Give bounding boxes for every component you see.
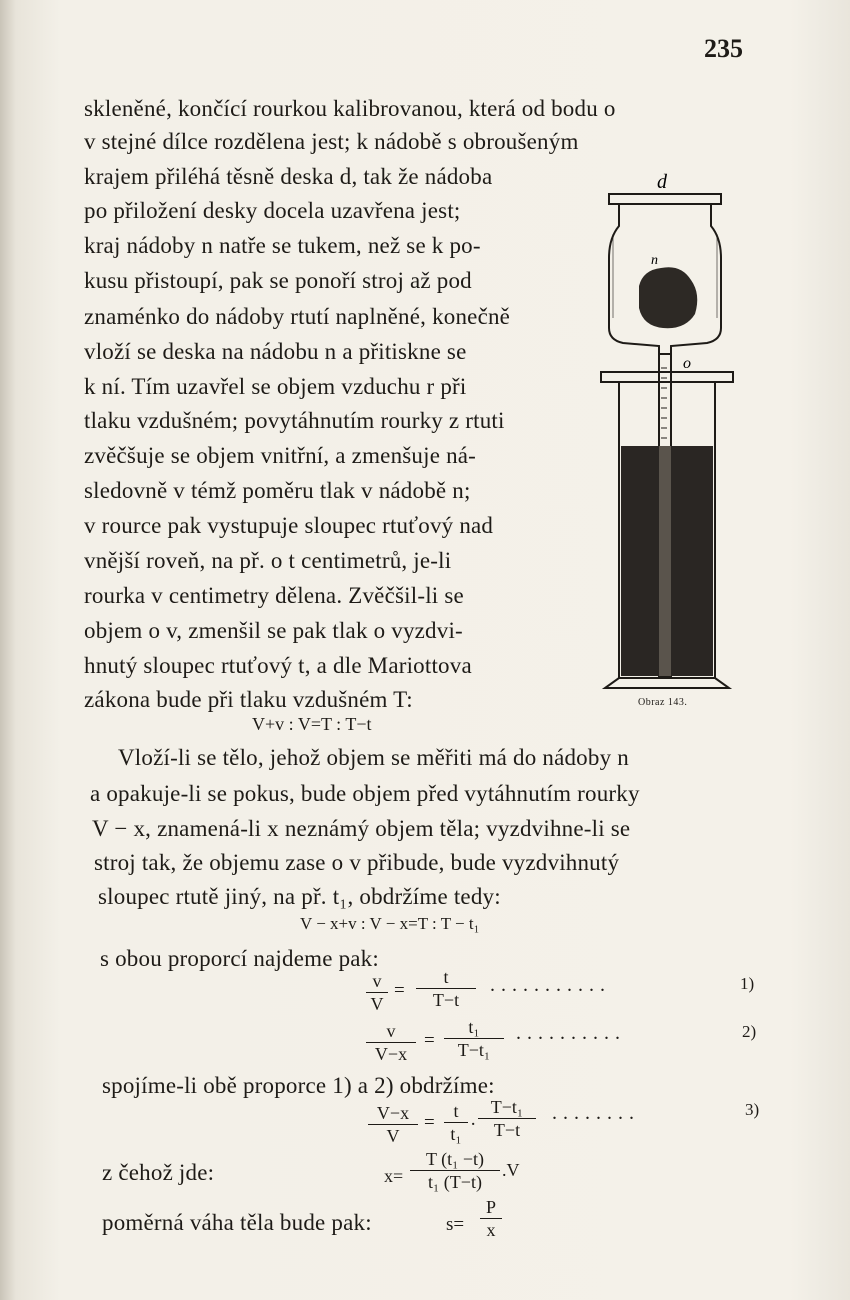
- text-line: a opakuje-li se pokus, bude objem před vytáhnutím rourky: [90, 781, 640, 806]
- text-line: rourka v centimetry dělena. Zvěčšil-li se: [84, 583, 464, 608]
- text-line: V − x, znamená-li x neznámý objem těla; vyzdvihne-li se: [92, 816, 631, 841]
- equals-sign: =: [394, 980, 405, 1001]
- denominator: T−t₁: [444, 1038, 504, 1061]
- fraction: [410, 1148, 500, 1193]
- denominator: T−t: [416, 988, 476, 1011]
- text-line: stroj tak, že objemu zase o v přibude, bude vyzdvihnutý: [94, 850, 620, 875]
- equation-main: V+v : V=T : T−t: [252, 714, 372, 734]
- text-line: v stejné dílce rozdělena jest; k nádobě s obroušeným: [84, 129, 579, 154]
- text-line: k ní. Tím uzavřel se objem vzduchu r při: [84, 374, 467, 399]
- text-line: s obou proporcí najdeme pak:: [100, 946, 379, 971]
- fraction: [444, 1100, 468, 1145]
- equation-lhs: s=: [446, 1214, 465, 1235]
- text-line: poměrná váha těla bude pak:: [102, 1210, 372, 1235]
- text-line: objem o v, zmenšil se pak tlak o vyzdvi-: [84, 618, 463, 643]
- text-line: skleněné, končící rourkou kalibrovanou, která od bodu o: [84, 96, 616, 121]
- figure-caption: Obraz 143.: [638, 697, 688, 708]
- text-line: sloupec rtutě jiný, na př. t₁, obdržíme tedy:: [98, 884, 501, 909]
- text-line: zvěčšuje se objem vnitřní, a zmenšuje ná-: [84, 443, 477, 468]
- fraction: [444, 1016, 504, 1061]
- equals-sign: =: [424, 1112, 435, 1133]
- equation-second: V − x+v : V − x=T : T − t₁: [300, 914, 480, 933]
- numerator: v: [386, 1021, 396, 1041]
- denominator: x: [480, 1218, 502, 1241]
- tube-graduations: [661, 368, 667, 438]
- equation-number: 1): [740, 974, 755, 993]
- cylinder-base: [605, 678, 729, 688]
- denominator: T−t: [478, 1118, 536, 1141]
- denominator: V: [368, 1124, 418, 1147]
- denominator: t₁ (T−t): [410, 1170, 500, 1193]
- numerator: v: [372, 971, 382, 991]
- fraction: [366, 1020, 416, 1065]
- text-line: kusu přistoupí, pak se ponoří stroj až pod: [84, 268, 472, 293]
- leader-dots: ..........: [516, 1022, 626, 1044]
- equals-sign: =: [424, 1030, 435, 1051]
- numerator: t₁: [468, 1017, 480, 1037]
- text-line: znaménko do nádoby rtutí naplněné, konečně: [84, 304, 511, 329]
- text-line: z čehož jde:: [102, 1160, 215, 1185]
- denominator: V: [366, 992, 388, 1015]
- numerator: T−t₁: [490, 1097, 524, 1117]
- apparatus-figure: [595, 168, 745, 698]
- text-line: vnější roveň, na př. o t centimetrů, je-li: [84, 548, 452, 573]
- numerator: V−x: [376, 1103, 410, 1123]
- equation-lhs: x=: [384, 1166, 404, 1186]
- multiply-dot: ·: [470, 1114, 477, 1135]
- specimen-body: [639, 267, 697, 328]
- leader-dots: ........: [552, 1102, 640, 1124]
- fraction: [416, 966, 476, 1011]
- text-line: zákona bude při tlaku vzdušném T:: [84, 687, 413, 712]
- tube-in-mercury: [659, 446, 671, 676]
- text-line: spojíme-li obě proporce 1) a 2) obdržíme:: [102, 1073, 495, 1098]
- text-line: sledovně v témž poměru tlak v nádobě n;: [84, 478, 471, 503]
- numerator: P: [485, 1197, 496, 1217]
- equation-number: 2): [742, 1022, 757, 1041]
- numerator: T (t₁ −t): [425, 1149, 485, 1169]
- denominator: t₁: [444, 1122, 468, 1145]
- text-line: v rource pak vystupuje sloupec rtuťový nad: [84, 513, 494, 538]
- denominator: V−x: [366, 1042, 416, 1065]
- text-line: kraj nádoby n natře se tukem, než se k po-: [84, 233, 481, 258]
- leader-dots: ...........: [490, 974, 611, 996]
- page-number: 235: [704, 34, 743, 63]
- label-n: n: [651, 253, 658, 268]
- equation-tail: .V: [502, 1160, 520, 1180]
- label-o: o: [683, 355, 691, 372]
- text-line: tlaku vzdušném; povytáhnutím rourky z rtuti: [84, 408, 505, 433]
- text-line: hnutý sloupec rtuťový t, a dle Mariottova: [84, 653, 472, 678]
- lid-plate: [609, 194, 721, 204]
- fraction: [366, 970, 388, 1015]
- label-d: d: [657, 171, 667, 193]
- cylinder-rim: [601, 372, 733, 382]
- text-line: po přiložení desky docela uzavřena jest;: [84, 198, 461, 223]
- numerator: t: [443, 967, 449, 987]
- text-line: vloží se deska na nádobu n a přitiskne se: [84, 339, 467, 364]
- fraction: [478, 1096, 536, 1141]
- equation-number: 3): [745, 1100, 760, 1119]
- text-line: Vloží-li se tělo, jehož objem se měřiti má do nádoby n: [118, 745, 629, 770]
- text-line: krajem přiléhá těsně deska d, tak že nádoba: [84, 164, 493, 189]
- fraction: [368, 1102, 418, 1147]
- fraction: [480, 1196, 502, 1241]
- numerator: t: [453, 1101, 459, 1121]
